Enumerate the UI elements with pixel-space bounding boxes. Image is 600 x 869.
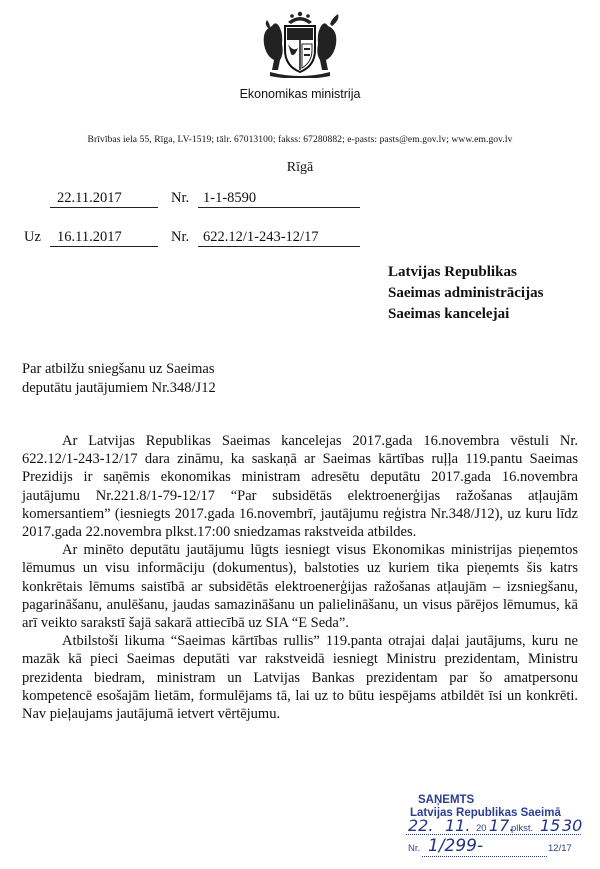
subject-line-2: deputātu jautājumiem Nr.348/J12 xyxy=(22,379,216,396)
letter-date: 22.11.2017 xyxy=(57,190,122,206)
subject-line-1: Par atbilžu sniegšanu uz Saeimas xyxy=(22,361,215,377)
uz-number: 622.12/1-243-12/17 xyxy=(203,229,319,245)
stamp-month: 11. xyxy=(445,816,471,835)
uz-date: 16.11.2017 xyxy=(57,229,122,245)
letter-body xyxy=(22,432,578,723)
city: Rīgā xyxy=(286,160,314,175)
stamp-suffix: 12/17 xyxy=(548,843,572,854)
stamp-plkst-label: plkst. xyxy=(511,823,534,834)
number-underline xyxy=(198,207,360,208)
date-underline xyxy=(50,207,158,208)
uz-label: Uz xyxy=(24,229,41,245)
uz-number-underline xyxy=(198,246,360,247)
stamp-year-prefix: 20 xyxy=(476,823,487,834)
recipient-line-3: Saeimas kancelejai xyxy=(388,306,510,322)
uz-date-underline xyxy=(50,246,158,247)
recipient-line-1: Latvijas Republikas xyxy=(388,264,517,280)
stamp-org: Latvijas Republikas Saeimā xyxy=(410,807,561,819)
subject-block xyxy=(22,360,216,397)
body-paragraph-3: Atbilstoši likuma “Saeimas kārtības rullis” 119.panta otrajai daļai jautājums, kuru ne mazāk kā pieci Saeimas deputāti var rakstveidā iesniegt Ministru prezidentam, Ministru prezidenta biedram, ministram un Latvijas Bankas prezidentam par šo amatpersonu kompetencē esošajām lietām, formulējams tā, lai uz to būtu iespējams atbildēt īsi un konkrēti. Nav pieļaujams jautājumā ietvert vērtējumu. xyxy=(22,633,578,723)
stamp-date-line xyxy=(406,834,581,835)
recipient-block xyxy=(388,262,543,325)
stamp-day: 22. xyxy=(408,816,434,835)
stamp-minute: 30 xyxy=(562,816,583,835)
ministry-name: Ekonomikas ministrija xyxy=(239,87,361,101)
body-paragraph-1: Ar Latvijas Republikas Saeimas kancelejas 2017.gada 16.novembra vēstuli Nr. 622.12/1-243-12/17 dara zināmu, ka saskaņā ar Saeimas kārtības ruļļa 119.pantu Saeimas Prezidijs ir saņēmis ekonomikas ministram adresētu deputātu 2017.gada 16.novembra jautājumu Nr.221.8/1-79-12/17 “Par subsidētās elektroenerģijas ražošanas atļaujām komersantiem” (iesniegts 2017.gada 16.novembrī, jautājumu reģistra Nr.348/J12), uz kuru līdz 2017.gada 22.novembra plkst.17:00 sniedzamas rakstveida atbildes. xyxy=(22,433,578,541)
address-line: Brīvības iela 55, Rīga, LV-1519; tālr. 67013100; fakss: 67280882; e-pasts: pasts@em.gov.lv; www.em.gov.lv xyxy=(87,135,513,145)
letter-number: 1-1-8590 xyxy=(203,190,257,206)
stamp-hour: 15 xyxy=(540,816,561,835)
stamp-number: 1/299- xyxy=(428,836,484,856)
stamp-number-line xyxy=(422,856,547,857)
coat-of-arms-emblem xyxy=(258,10,342,78)
nr-label: Nr. xyxy=(171,190,190,206)
stamp-year-suffix: 17. xyxy=(489,816,515,835)
stamp-nr-label: Nr. xyxy=(408,843,421,854)
stamp-title: SAŅEMTS xyxy=(418,794,475,806)
uz-nr-label: Nr. xyxy=(171,229,190,245)
recipient-line-2: Saeimas administrācijas xyxy=(388,285,544,301)
body-paragraph-2: Ar minēto deputātu jautājumu lūgts iesniegt visus Ekonomikas ministrijas pieņemtos lēmumus un visu informāciju (dokumentus), balstoties uz kuriem tika pieņemts šis katrs konkrētais lēmums saistībā ar subsidētās elektroenerģijas ražošanas atļaujām – izsniegšanu, pagarināšanu, anulēšanu, jaudas samazināšanu un palielināšanu, un visus pārējos lēmumus, kā arī veikto sarakstī šajā sakarā attiecībā uz SIA “E Seda”. xyxy=(22,542,578,632)
